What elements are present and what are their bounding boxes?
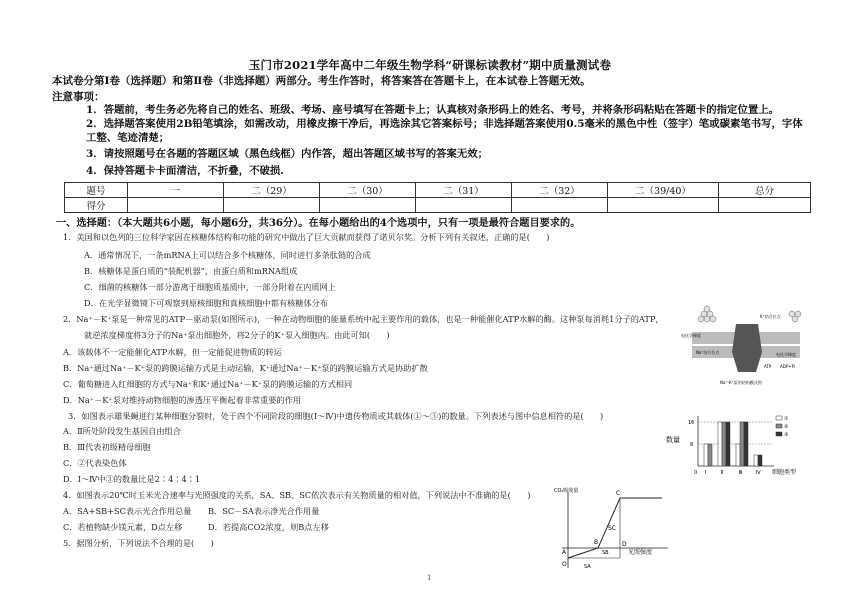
table-cell: 二（29） (224, 183, 320, 198)
exam-intro: 本试卷分第Ⅰ卷（选择题）和第Ⅱ卷（非选择题）两部分。考生作答时，将答案答在答题卡上，在本试卷上答题无效。 (52, 75, 591, 87)
table-cell: 总分 (719, 183, 811, 198)
q3-option-c: C．②代表染色体 (63, 458, 127, 468)
bar (708, 444, 712, 466)
section-heading: 一、选择题：（本大题共6小题，每小题6分，共36分）。在每小题给出的4个选项中，只有一项是最符合题目要求的。 (56, 217, 581, 229)
notice-3: 3．请按照题号在各题的答题区域（黑色线框）内作答，超出答题区域书写的答案无效； (86, 148, 489, 160)
fig-label-adp: ADP+Pi (780, 364, 796, 369)
table-cell: 一 (128, 183, 224, 198)
legend-label: ② (784, 424, 789, 430)
q3-chart-ytick: 16 (688, 420, 695, 426)
bar (758, 455, 762, 466)
q4-point-c: C (616, 490, 621, 497)
pump-protein-shape (732, 324, 762, 372)
q3-option-a: A．Ⅱ所处阶段发生基因自由组合 (63, 426, 181, 436)
q4-area-sb: SB (602, 550, 609, 556)
fig-label-na-site: Na⁺结合位点 (696, 350, 720, 355)
q4-area-sc: SC (608, 525, 616, 532)
q3-chart-legend (776, 416, 789, 438)
na-k-pump-figure (680, 306, 810, 388)
fig-label-atp: ATP (764, 364, 772, 369)
legend-swatch (776, 432, 782, 436)
score-input-cell[interactable] (416, 198, 512, 213)
page-number: 1 (427, 574, 432, 582)
q1-option-b: B．核糖体是蛋白质的“装配机器”，由蛋白质和mRNA组成 (84, 266, 298, 276)
q3-chart-xlabel: 细胞类型 (772, 469, 797, 476)
q4-option-d: D．若提高CO2浓度，则B点左移 (208, 522, 329, 532)
score-table-header-row (65, 183, 811, 198)
bar (726, 422, 730, 466)
q4-stem: 4．如图表示20℃时玉米光合速率与光照强度的关系，SA、SB、SC依次表示有关物质量的相对值，下列说法中不准确的是( ) (63, 490, 531, 500)
score-table (64, 182, 811, 213)
table-cell: 二（31） (416, 183, 512, 198)
bar (704, 444, 708, 466)
q3-option-b: B．Ⅲ代表初级精母细胞 (63, 442, 151, 452)
q3-stem: 3．如图表示雄果蝇进行某种细胞分裂时，处于四个不同阶段的细胞(Ⅰ～Ⅳ)中遗传物质或其载体(①～③)的数量。下列表述与图中信息相符的是( ) (68, 411, 604, 421)
q3-chart-xtick: Ⅳ (756, 470, 761, 476)
score-input-cell[interactable] (512, 198, 608, 213)
q3-option-d: D．Ⅰ～Ⅳ中③的数量比是2∶4∶4∶1 (63, 474, 201, 484)
fig-caption: Na⁺-K⁺泵的结构模式图 (720, 380, 762, 385)
q3-bar-figure (666, 412, 812, 476)
fig-label-k-site: K⁺结合位点 (760, 314, 781, 319)
legend-swatch (776, 424, 782, 428)
fig-label-gradient-right: 电化学梯度 (776, 352, 796, 357)
score-input-cell[interactable] (224, 198, 320, 213)
q4-point-d: D (622, 541, 627, 548)
bar (718, 422, 722, 466)
legend-label: ③ (784, 432, 789, 438)
q2-stem-line2: 就逆浓度梯度将3分子的Na⁺泵出细胞外，将2分子的K⁺泵入细胞内。由此可知( ) (84, 330, 390, 340)
q1-option-c: C．细菌的核糖体一部分游离于细胞质基质中，一部分附着在内质网上 (84, 282, 336, 292)
bar (754, 455, 758, 466)
score-input-cell[interactable] (719, 198, 811, 213)
q1-stem: 1．美国和以色列的三位科学家因在核糖体结构和功能的研究中做出了巨大贡献而获得了诺贝尔奖。分析下列有关叙述，正确的是( ) (63, 232, 550, 242)
q4-point-o: O (562, 561, 567, 568)
table-cell: 得分 (65, 198, 128, 213)
q3-chart-ylabel: 数量 (666, 436, 680, 444)
table-cell: 二（39/40） (608, 183, 719, 198)
q2-option-b: B．Na⁺通过Na⁺－K⁺泵的跨膜运输方式是主动运输，K⁺通过Na⁺－K⁺泵的跨膜运输方式是协助扩散 (63, 363, 428, 373)
bar (740, 422, 744, 466)
q3-chart-xtick: Ⅱ (721, 470, 724, 476)
q2-option-d: D．Na⁺－K⁺泵对维持动物细胞的渗透压平衡起着非常重要的作用 (63, 395, 302, 405)
q4-graph-ylabel: CO₂吸收量 (554, 488, 579, 494)
q4-option-b: B．SC－SA表示净光合作用量 (208, 506, 320, 516)
q5-stem: 5．据图分析，下列说法不合理的是( ) (63, 538, 214, 548)
q1-option-d: D．在光学显微镜下可观察到原核细胞和真核细胞中都有核糖体分布 (84, 298, 329, 308)
q4-option-c: C．若植物缺少镁元素，D点左移 (63, 522, 183, 532)
molecule-cluster-side (789, 311, 801, 322)
table-cell: 二（32） (512, 183, 608, 198)
q2-option-a: A．该载体不一定能催化ATP水解，但一定能促进物质的转运 (63, 347, 282, 357)
q2-stem-line1: 2．Na⁺－K⁺泵是一种常见的ATP－驱动泵(如图所示)，一种在动物细胞的能量系统中起主要作用的载体，也是一种能催化ATP水解的酶。这种泵每消耗1分子的ATP， (63, 314, 664, 324)
table-cell: 二（30） (320, 183, 416, 198)
score-input-cell[interactable] (608, 198, 719, 213)
legend-label: ① (784, 416, 789, 422)
bar (736, 444, 740, 466)
legend-swatch (776, 416, 782, 420)
bar (722, 422, 726, 466)
score-input-cell[interactable] (320, 198, 416, 213)
score-table-score-row (65, 198, 811, 213)
q3-chart-xtick: Ⅲ (739, 470, 743, 476)
table-cell: 题号 (65, 183, 128, 198)
molecule-cluster-top (698, 306, 716, 322)
exam-title: 玉门市2021学年高中二年级生物学科“研课标读教材”期中质量测试卷 (248, 58, 612, 72)
notice-1: 1．答题前，考生务必先将自己的姓名、班级、考场、座号填写在答题卡上；认真核对条形码上的姓名、考号，并将条形码粘贴在答题卡的指定位置上。 (86, 104, 780, 116)
q2-option-c: C．葡萄糖进入红细胞的方式与Na⁺和K⁺通过Na⁺－K⁺泵的跨膜运输的方式相同 (63, 379, 353, 389)
notice-2 (86, 117, 804, 145)
q1-option-a: A．通常情况下，一条mRNA上可以结合多个核糖体，同时进行多条肽链的合成 (84, 250, 371, 260)
q3-chart-xtick: Ⅰ (705, 470, 707, 476)
score-input-cell[interactable] (128, 198, 224, 213)
q4-option-a: A．SA+SB+SC表示光合作用总量 (63, 506, 192, 516)
q4-photosynthesis-graph (552, 484, 682, 574)
q4-point-a: A (562, 549, 567, 556)
q4-point-b: B (594, 539, 599, 546)
q4-area-sa: SA (584, 564, 591, 570)
q3-chart-xtick: 0 (694, 470, 698, 476)
notice-2-text: 2．选择题答案使用2B铅笔填涂，如需改动，用橡皮擦干净后，再选涂其它答案标号；非选择题答案使用0.5毫米的黑色中性（签字）笔或碳素笔书写，字体工整、笔迹清楚； (86, 118, 803, 144)
notice-heading: 注意事项： (52, 91, 105, 103)
fig-label-gradient-left: 电化学梯度 (681, 333, 701, 338)
notice-4: 4．保持答题卡卡面清洁，不折叠，不破损. (86, 165, 284, 177)
q3-chart-ytick: 8 (690, 442, 694, 448)
bar (744, 422, 748, 466)
q4-graph-xlabel: 光照强度 (628, 549, 653, 556)
